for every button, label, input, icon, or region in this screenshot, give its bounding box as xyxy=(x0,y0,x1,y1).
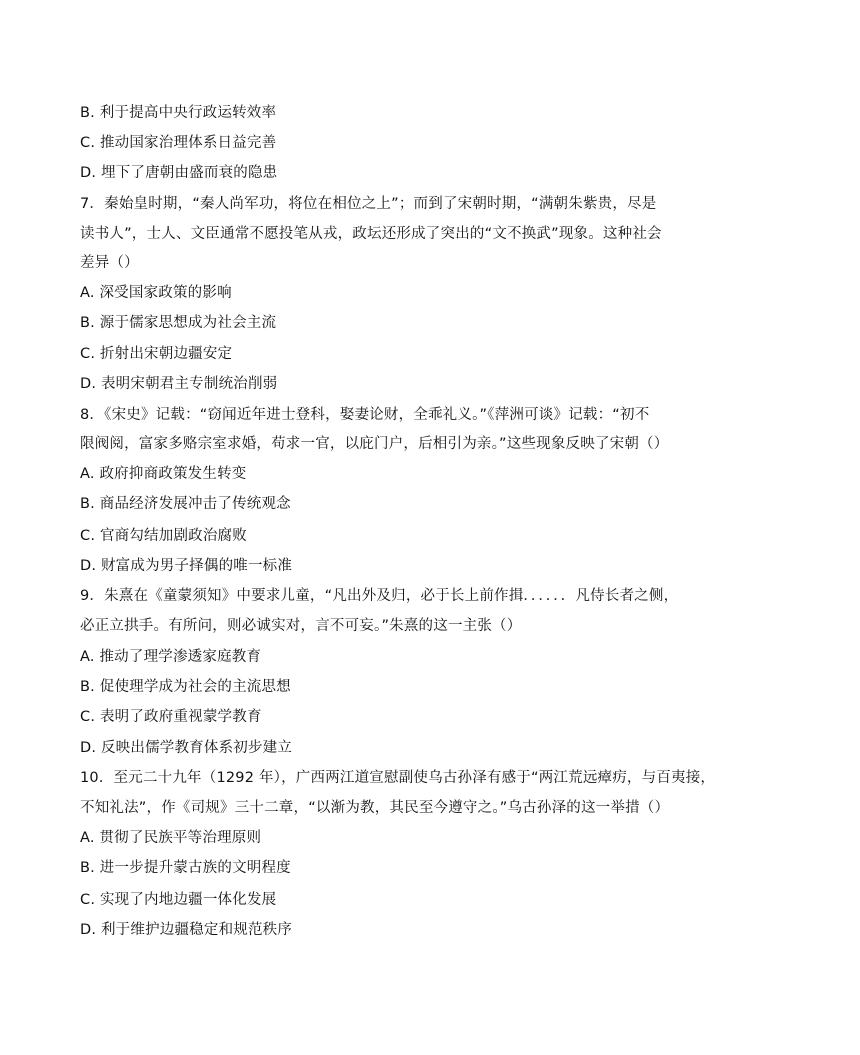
q10-option-d: D. 利于维护边疆稳定和规范秩序 xyxy=(80,922,293,938)
q9-stem-line-2: 必正立拱手。有所问，则必诚实对，言不可妄。”朱熹的这一主张（） xyxy=(80,618,522,634)
q8-option-d: D. 财富成为男子择偶的唯一标准 xyxy=(80,558,293,574)
q8-option-c: C. 官商勾结加剧政治腐败 xyxy=(80,528,247,544)
q8-stem-line-2: 限阀阅，富家多赂宗室求婚，苟求一官，以庇门户，后相引为亲。”这些现象反映了宋朝（） xyxy=(80,436,669,452)
q7-stem-line-1: 7．秦始皇时期，“秦人尚军功，将位在相位之上”；而到了宋朝时期，“满朝朱紫贵，尽是 xyxy=(80,196,657,212)
option-b: B. 利于提高中央行政运转效率 xyxy=(80,105,277,121)
q8-option-b: B. 商品经济发展冲击了传统观念 xyxy=(80,496,291,512)
q7-option-b: B. 源于儒家思想成为社会主流 xyxy=(80,315,277,331)
q10-stem-line-2: 不知礼法”，作《司规》三十二章，“以渐为教，其民至今遵守之。”乌古孙泽的这一举措（） xyxy=(80,800,670,816)
option-d: D. 埋下了唐朝由盛而衰的隐患 xyxy=(80,165,278,181)
q7-stem-line-2: 读书人”，士人、文臣通常不愿投笔从戎，政坛还形成了突出的“文不换武”现象。这种社会 xyxy=(80,226,662,242)
q9-option-c: C. 表明了政府重视蒙学教育 xyxy=(80,709,262,725)
q7-stem-line-3: 差异（） xyxy=(80,255,139,271)
option-c: C. 推动国家治理体系日益完善 xyxy=(80,135,277,151)
q9-option-d: D. 反映出儒学教育体系初步建立 xyxy=(80,740,293,756)
q10-option-a: A. 贯彻了民族平等治理原则 xyxy=(80,830,262,846)
q9-option-a: A. 推动了理学渗透家庭教育 xyxy=(80,649,262,665)
q9-option-b: B. 促使理学成为社会的主流思想 xyxy=(80,679,291,695)
q7-option-c: C. 折射出宋朝边疆安定 xyxy=(80,346,233,362)
q10-stem-line-1: 10．至元二十九年（1292 年），广西两江道宣慰副使乌古孙泽有感于“两江荒远瘴疠，与百夷接， xyxy=(80,770,716,786)
q10-option-b: B. 进一步提升蒙古族的文明程度 xyxy=(80,860,291,876)
q9-stem-line-1: 9．朱熹在《童蒙须知》中要求儿童，“凡出外及归，必于长上前作揖．．．．．．凡侍长者之侧， xyxy=(80,588,679,604)
q7-option-d: D. 表明宋朝君主专制统治削弱 xyxy=(80,376,278,392)
q10-option-c: C. 实现了内地边疆一体化发展 xyxy=(80,892,277,908)
q8-stem-line-1: 8．《宋史》记载：“窃闻近年进士登科，娶妻论财，全乖礼义。”《萍洲可谈》记载：“初不 xyxy=(80,407,650,423)
q7-option-a: A. 深受国家政策的影响 xyxy=(80,285,232,301)
q8-option-a: A. 政府抑商政策发生转变 xyxy=(80,466,247,482)
